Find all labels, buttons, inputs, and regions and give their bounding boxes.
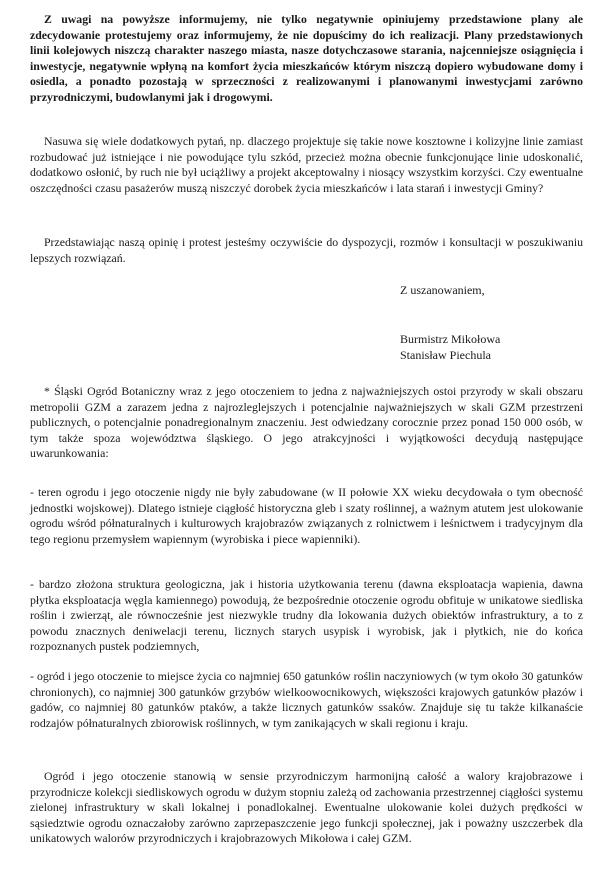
footnote-point-2: - bardzo złożona struktura geologiczna, jak i historia użytkowania terenu (dawna eksploatacja wapienia, dawna płytka eksploatacja węgla kamiennego) powodują, że bezpośrednie otoczenie ogrodu obfituje w unikatowe siedliska roślin i zwierząt, ale równocześnie jest niezwykle trudny dla lokowania dużych obiektów infrastruktury, a to z powodu znacznych deniwelacji terenu, licznych starych usypisk i wyrobisk, jak i płytkich, nie do końca rozpoznanych pustek podziemnych, [30, 577, 583, 654]
footnote-conclusion: Ogród i jego otoczenie stanowią w sensie przyrodniczym harmonijną całość a walory krajobrazowe i przyrodnicze kolekcji siedliskowych ogrodu w dużym stopniu zależą od zachowania przestrzennej ciągłości systemu zielonej infrastruktury w skali lokalnej i ponadlokalnej. Ewentualne ulokowanie kolei dużych prędkości w sąsiedztwie ogrodu oznaczałoby zarówno zaprzepaszczenie jego funkcji społecznej, jak i poważny uszczerbek dla unikatowych walorów przyrodniczych i krajobrazowych Mikołowa i całej GZM. [30, 769, 583, 846]
footnote-intro: * Śląski Ogród Botaniczny wraz z jego otoczeniem to jedna z najważniejszych ostoi przyrody w skali obszaru metropolii GZM a zarazem jedna z najrozleglejszych i potencjalnie najważniejszych w skali GZM przestrzeni publicznych, o potencjalnie ponadregionalnym znaczeniu. Jest odwiedzany corocznie przez ponad 150 000 osób, w tym także spoza województwa śląskiego. O jego atrakcyjności i wyjątkowości decydują następujące uwarunkowania: [30, 384, 583, 461]
protest-paragraph: Z uwagi na powyższe informujemy, nie tylko negatywnie opiniujemy przedstawione plany ale zdecydowanie protestujemy oraz informujemy, że nie dopuścimy do ich realizacji. Plany przedstawionych linii kolejowych niszczą charakter naszego miasta, nasze dotychczasowe starania, najcenniejsze osiągnięcia i inwestycje, negatywnie wpłyną na komfort życia mieszkańców którym niszczą dopiero wybudowane domy i osiedla, a ponadto pozostają w sprzeczności z realizowanymi i planowanymi inwestycjami zarówno przyrodniczymi, budowlanymi jak i drogowymi. [30, 12, 583, 104]
footnote-point-1: - teren ogrodu i jego otoczenie nigdy nie były zabudowane (w II połowie XX wieku decydowała o tym obecność jednostki wojskowej). Dlatego istnieje ciągłość historyczna gleb i szaty roślinnej, a ważnym atutem jest ulokowanie ogrodu wśród półnaturalnych i kulturowych krajobrazów związanych z rolnictwem i leśnictwem i tradycyjnym dla tego regionu przemysłem wapiennym (wyrobiska i piece wapienniki). [30, 485, 583, 546]
signatory-title: Burmistrz Mikołowa [400, 332, 501, 346]
signatory-name: Stanisław Piechula [400, 348, 491, 362]
closing-salutation: Z uszanowaniem, [400, 283, 485, 297]
consultation-paragraph: Przedstawiając naszą opinię i protest jesteśmy oczywiście do dyspozycji, rozmów i konsultacji w poszukiwaniu lepszych rozwiązań. [30, 235, 583, 265]
questions-paragraph: Nasuwa się wiele dodatkowych pytań, np. dlaczego projektuje się takie nowe kosztowne i kolizyjne linie zamiast rozbudować już istniejące i nie powodujące tylu szkód, przecież można obecnie funkcjonujące linie udoskonalić, dodatkowo osłonić, by ruch nie był uciążliwy a projekt akceptowalny i niosący wszystkim korzyści. Czy ewentualne oszczędności czasu pasażerów muszą niszczyć dorobek życia mieszkańców i lata starań i inwestycji Gminy? [30, 134, 583, 195]
footnote-point-3: - ogród i jego otoczenie to miejsce życia co najmniej 650 gatunków roślin naczyniowych (w tym około 30 gatunków chronionych), co najmniej 300 gatunków grzybów wielkoowocnikowych, większości krajowych gatunków płazów i gadów, co najmniej 80 gatunków ptaków, a także licznych gatunków ssaków. Znajduje się tu także kilkanaście rodzajów półnaturalnych zbiorowisk roślinnych, w tym zanikających w skali regionu i kraju. [30, 669, 583, 730]
